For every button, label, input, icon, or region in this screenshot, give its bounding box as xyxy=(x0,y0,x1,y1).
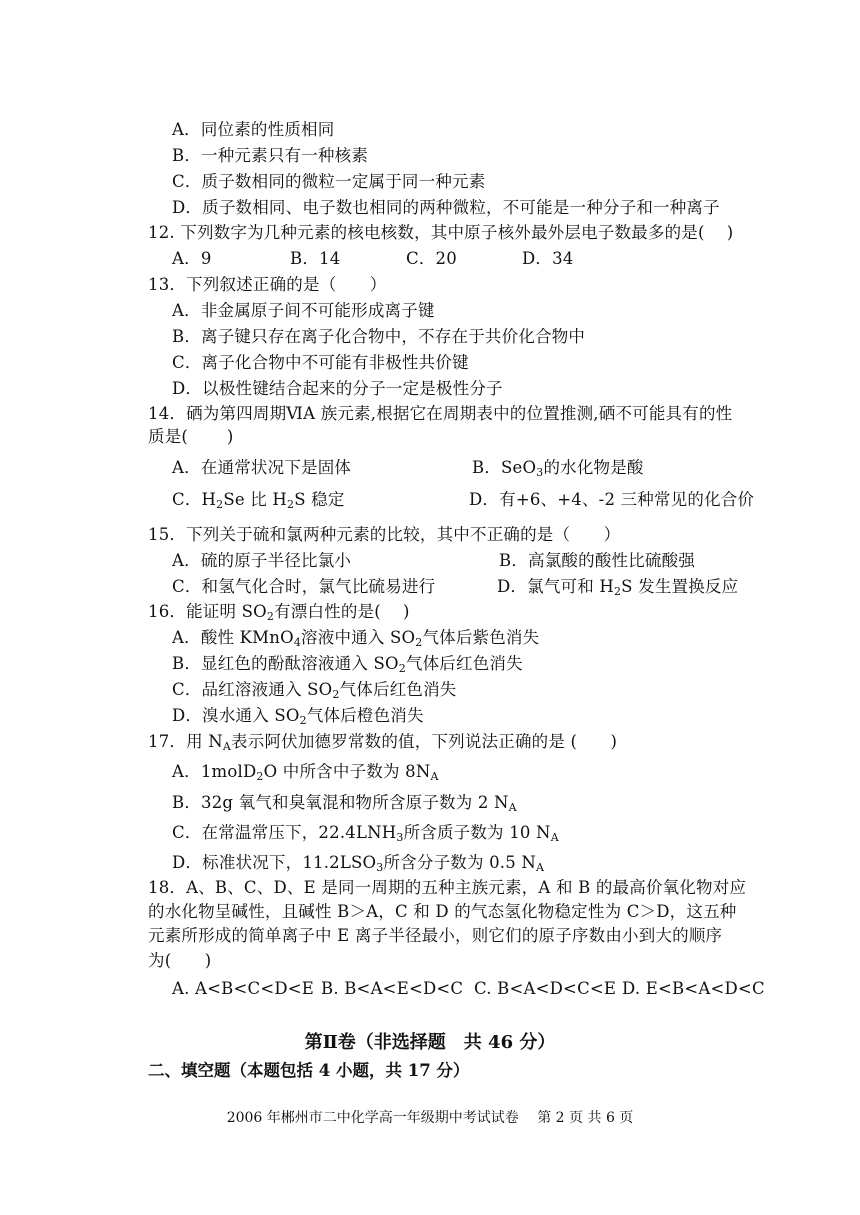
q14-option-c: C．$H_2Se$ 比 $H_2S$ 稳定 xyxy=(172,490,345,511)
q18-option-b: B. B<A<E<D<C xyxy=(321,979,464,998)
q15-option-a: A．硫的原子半径比氯小 xyxy=(172,551,352,570)
section-title: 第Ⅱ卷（非选择题 共 46 分） xyxy=(304,1032,556,1053)
q18-line3: 元素所形成的简单离子中 E 离子半径最小，则它们的原子序数由小到大的顺序 xyxy=(148,926,723,945)
q12-option-b: B．14 xyxy=(290,249,341,268)
q17-option-b: B．32g 氧气和臭氧混和物所含原子数为 2 $N_A$ xyxy=(172,793,517,814)
q15-option-b: B．高氯酸的酸性比硫酸强 xyxy=(499,551,696,570)
q13-option-a: A．非金属原子间不可能形成离子键 xyxy=(172,301,435,320)
q15-option-c: C．和氢气化合时，氯气比硫易进行 xyxy=(172,577,436,596)
q18-option-c: C. B<A<D<C<E xyxy=(474,979,617,998)
q13-option-b: B．离子键只存在离子化合物中，不存在于共价化合物中 xyxy=(172,327,586,346)
q18-line1: 18．A、B、C、D、E 是同一周期的五种主族元素，A 和 B 的最高价氧化物对应 xyxy=(148,878,747,897)
q16-option-c: C．品红溶液通入 $SO_2$气体后红色消失 xyxy=(172,680,457,701)
q17-option-c: C．在常温常压下，$22.4LNH_3$所含质子数为 10 $N_A$ xyxy=(172,823,559,844)
section-heading: 二、填空题（本题包括 4 小题，共 17 分） xyxy=(148,1061,470,1080)
q13-option-d: D．以极性键结合起来的分子一定是极性分子 xyxy=(172,379,503,398)
q12-option-c: C．20 xyxy=(406,249,457,268)
q12-stem: 12. 下列数字为几种元素的核电核数，其中原子核外最外层电子数最多的是( ) xyxy=(148,223,734,242)
q12-option-d: D．34 xyxy=(522,249,574,268)
page-footer: 2006 年郴州市二中化学高一年级期中考试试卷 第 2 页 共 6 页 xyxy=(226,1110,634,1126)
q11-option-d: D．质子数相同、电子数也相同的两种微粒，不可能是一种分子和一种离子 xyxy=(172,198,720,217)
q18-line4: 为( ) xyxy=(148,951,212,970)
q16-option-d: D．溴水通入 $SO_2$气体后橙色消失 xyxy=(172,706,424,727)
q15-stem: 15．下列关于硫和氯两种元素的比较，其中不正确的是（ ） xyxy=(148,525,621,544)
q18-option-d: D. E<B<A<D<C xyxy=(622,979,765,998)
q14-stem-line1: 14．硒为第四周期ⅥA 族元素,根据它在周期表中的位置推测,硒不可能具有的性 xyxy=(148,404,733,423)
q17-stem: 17．用 $N_A$表示阿伏加德罗常数的值，下列说法正确的是 ( ) xyxy=(148,732,618,753)
q18-line2: 的水化物呈碱性，且碱性 B＞A，C 和 D 的气态氢化物稳定性为 C＞D，这五种 xyxy=(148,902,737,921)
q11-option-b: B．一种元素只有一种核素 xyxy=(172,146,369,165)
q13-option-c: C．离子化合物中不可能有非极性共价键 xyxy=(172,353,469,372)
q17-option-d: D．标准状况下，$11.2LSO_3$所含分子数为 0.5 $N_A$ xyxy=(172,853,545,874)
q16-option-b: B．显红色的酚酞溶液通入 $SO_2$气体后红色消失 xyxy=(172,654,523,675)
q16-option-a: A．酸性 KMnO$_4$溶液中通入 $SO_2$气体后紫色消失 xyxy=(172,628,540,649)
q14-stem-line2: 质是( ) xyxy=(148,427,234,446)
q14-option-d: D．有+6、+4、-2 三种常见的化合价 xyxy=(469,490,755,509)
q16-stem: 16．能证明 $SO_2$有漂白性的是( ) xyxy=(148,602,410,623)
q17-option-a: A．1molD$_2$O 中所含中子数为 $8N_A$ xyxy=(172,762,439,783)
q13-stem: 13．下列叙述正确的是（ ） xyxy=(148,275,387,294)
q14-option-a: A．在通常状况下是固体 xyxy=(172,458,352,477)
q18-option-a: A. A<B<C<D<E xyxy=(172,979,315,998)
q15-option-d: D．氯气可和 $H_2S$ 发生置换反应 xyxy=(497,577,739,598)
q14-option-b: B．SeO$_3$的水化物是酸 xyxy=(472,458,644,479)
q12-option-a: A．9 xyxy=(172,249,212,268)
q11-option-c: C．质子数相同的微粒一定属于同一种元素 xyxy=(172,172,486,191)
q11-option-a: A．同位素的性质相同 xyxy=(172,120,335,139)
